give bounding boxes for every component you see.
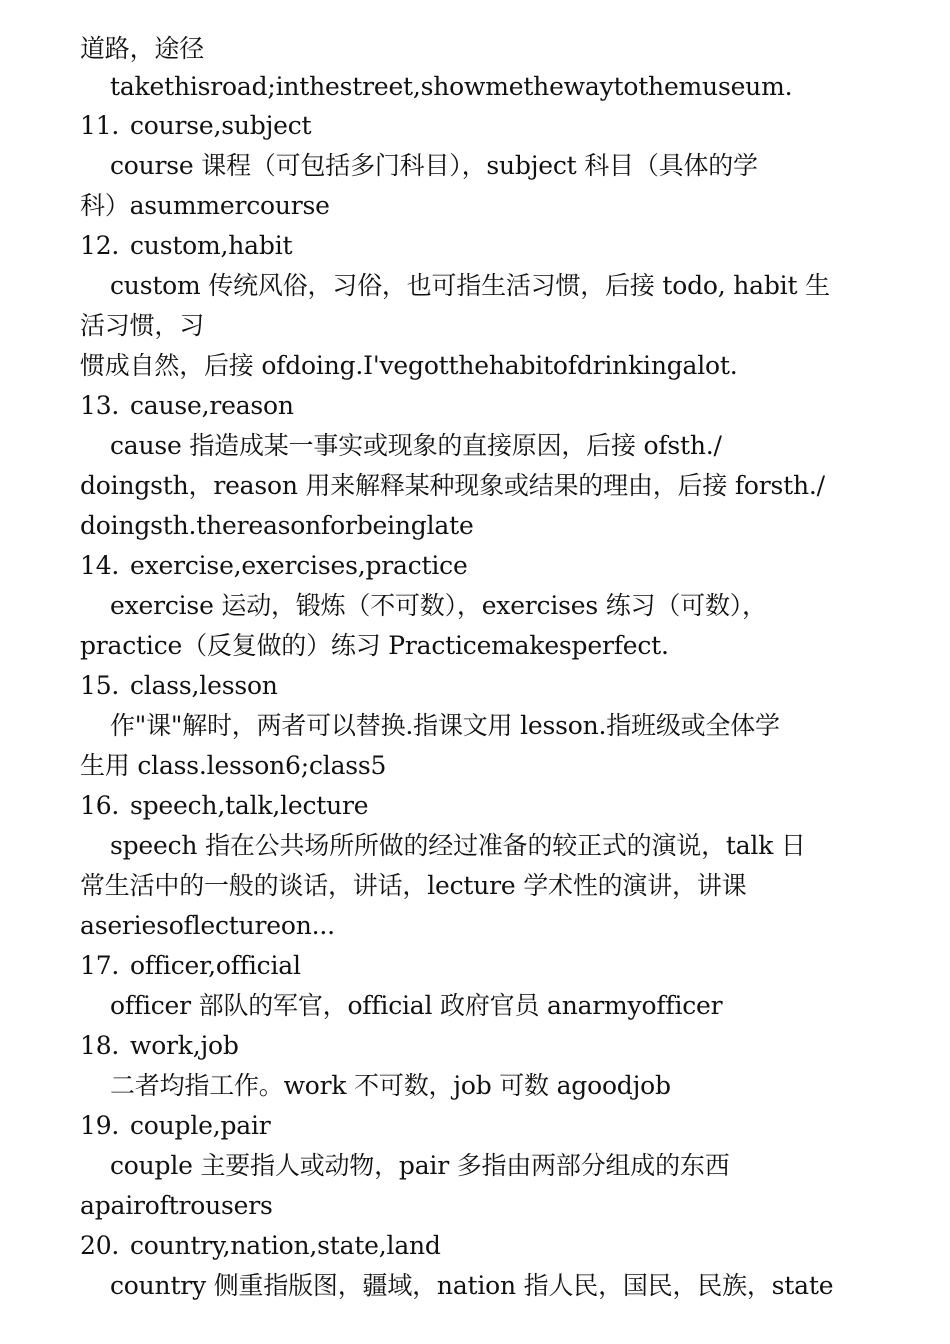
- entry-title: officer,official: [130, 951, 301, 980]
- entry-heading: [80, 386, 880, 426]
- entry-11: [80, 106, 880, 226]
- entry-title: speech,talk,lecture: [130, 791, 369, 820]
- definition-line: 科）asummercourse: [80, 191, 330, 220]
- entry-title: cause,reason: [130, 391, 294, 420]
- entry-number: 11.: [80, 111, 120, 140]
- entry-heading: [80, 786, 880, 826]
- entry-20: [80, 1226, 880, 1306]
- entry-heading: [80, 946, 880, 986]
- entry-14: [80, 546, 880, 666]
- entry-definition: [80, 146, 880, 226]
- entry-heading: [80, 546, 880, 586]
- entry-17: [80, 946, 880, 1026]
- entry-19: [80, 1106, 880, 1226]
- entry-number: 18.: [80, 1031, 120, 1060]
- definition-line: speech 指在公共场所所做的经过准备的较正式的演说，talk 日: [110, 831, 806, 860]
- definition-line: custom 传统风俗，习俗，也可指生活习惯，后接 todo, habit 生: [110, 271, 830, 300]
- entry-15: [80, 666, 880, 786]
- entry-title: custom,habit: [130, 231, 293, 260]
- document-page: [80, 30, 880, 1306]
- entry-definition: [80, 266, 880, 386]
- entry-list: [80, 106, 880, 1306]
- entry-number: 12.: [80, 231, 120, 260]
- definition-line: 常生活中的一般的谈话，讲话，lecture 学术性的演讲，讲课: [80, 871, 747, 900]
- entry-definition: [80, 1066, 880, 1106]
- entry-number: 20.: [80, 1231, 120, 1260]
- definition-line: aseriesoflectureon...: [80, 911, 335, 940]
- entry-title: country,nation,state,land: [130, 1231, 441, 1260]
- entry-number: 16.: [80, 791, 120, 820]
- definition-line: doingsth，reason 用来解释某种现象或结果的理由，后接 forsth./: [80, 471, 825, 500]
- entry-18: [80, 1026, 880, 1106]
- definition-line: cause 指造成某一事实或现象的直接原因，后接 ofsth./: [110, 431, 722, 460]
- entry-16: [80, 786, 880, 946]
- entry-definition: [80, 986, 880, 1026]
- entry-title: couple,pair: [130, 1111, 271, 1140]
- entry-heading: [80, 1026, 880, 1066]
- definition-line: practice（反复做的）练习 Practicemakesperfect.: [80, 631, 669, 660]
- entry-number: 15.: [80, 671, 120, 700]
- entry-definition: [80, 426, 880, 546]
- entry-definition: [80, 1146, 880, 1226]
- entry-12: [80, 226, 880, 386]
- definition-line: doingsth.thereasonforbeinglate: [80, 511, 474, 540]
- definition-line: couple 主要指人或动物，pair 多指由两部分组成的东西: [110, 1151, 730, 1180]
- definition-line: 活习惯，习: [80, 311, 205, 340]
- definition-line: 二者均指工作。work 不可数，job 可数 agoodjob: [110, 1071, 671, 1100]
- text-line: takethisroad;inthestreet,showmethewaytothemuseum.: [110, 72, 793, 101]
- entry-heading: [80, 226, 880, 266]
- definition-line: officer 部队的军官，official 政府官员 anarmyofficer: [110, 991, 723, 1020]
- definition-line: exercise 运动，锻炼（不可数），exercises 练习（可数），: [110, 591, 767, 620]
- entry-number: 19.: [80, 1111, 120, 1140]
- entry-definition: [80, 1266, 880, 1306]
- entry-title: class,lesson: [130, 671, 278, 700]
- entry-number: 17.: [80, 951, 120, 980]
- entry-title: work,job: [130, 1031, 239, 1060]
- entry-heading: [80, 1106, 880, 1146]
- entry-heading: [80, 1226, 880, 1266]
- entry-title: exercise,exercises,practice: [130, 551, 468, 580]
- definition-line: 生用 class.lesson6;class5: [80, 751, 387, 780]
- definition-line: country 侧重指版图，疆域，nation 指人民，国民，民族，state: [110, 1271, 834, 1300]
- entry-heading: [80, 106, 880, 146]
- text-line: 道路，途径: [80, 34, 205, 63]
- entry-number: 13.: [80, 391, 120, 420]
- definition-line: 作"课"解时，两者可以替换.指课文用 lesson.指班级或全体学: [110, 711, 780, 740]
- entry-title: course,subject: [130, 111, 312, 140]
- entry-number: 14.: [80, 551, 120, 580]
- entry-heading: [80, 666, 880, 706]
- entry-13: [80, 386, 880, 546]
- entry-definition: [80, 706, 880, 786]
- entry-definition: [80, 826, 880, 946]
- definition-line: course 课程（可包括多门科目），subject 科目（具体的学: [110, 151, 758, 180]
- definition-line: 惯成自然，后接 ofdoing.I'vegotthehabitofdrinkingalot.: [80, 351, 738, 380]
- entry-definition: [80, 586, 880, 666]
- definition-line: apairoftrousers: [80, 1191, 273, 1220]
